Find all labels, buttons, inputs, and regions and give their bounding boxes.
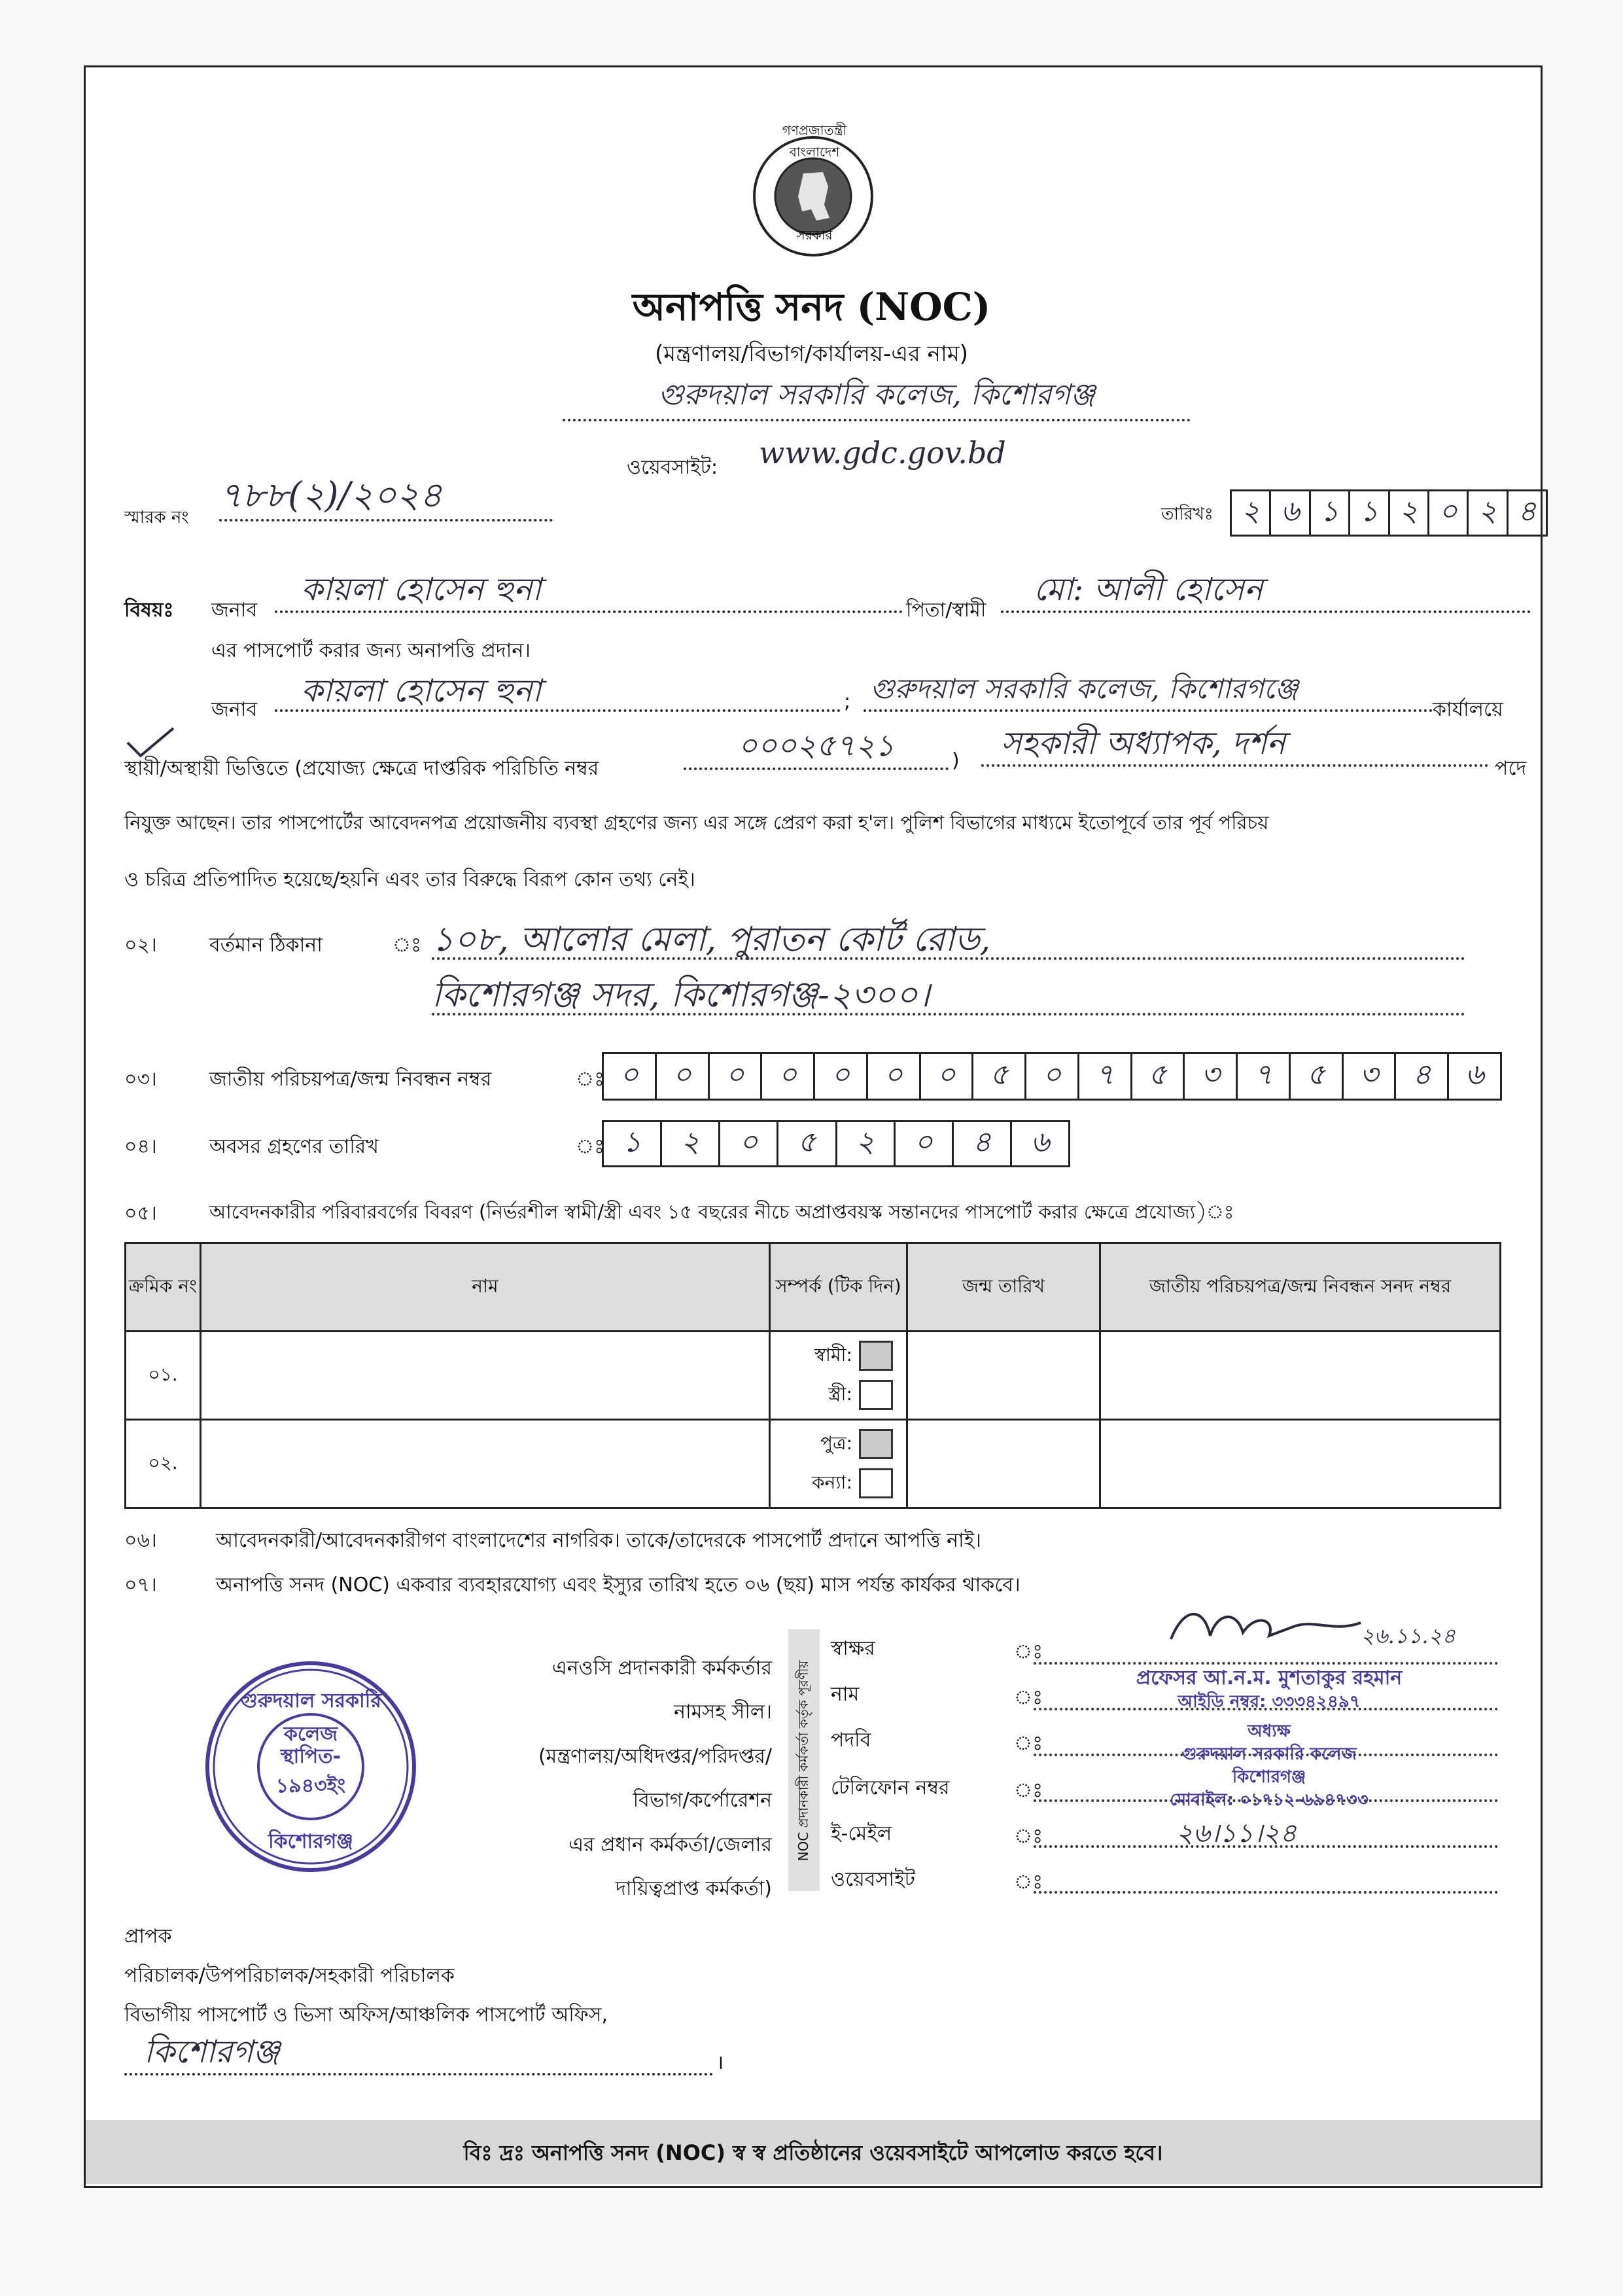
- officer-college: গুরুদয়াল সরকারি কলেজ: [1181, 1744, 1357, 1764]
- body-office: গুরুদয়াল সরকারি কলেজ, কিশোরগঞ্জে: [864, 667, 1433, 712]
- row-name[interactable]: [201, 1420, 770, 1508]
- document-title: অনাপত্তি সনদ (NOC): [632, 285, 991, 329]
- relation-label: স্ত্রী:: [828, 1383, 852, 1405]
- subject-name: কায়লা হোসেন হুনা: [275, 566, 903, 613]
- address-label: বর্তমান ঠিকানা: [209, 934, 323, 957]
- relation-label: পুত্র:: [820, 1432, 852, 1454]
- footer-note: বিঃ দ্রঃ অনাপত্তি সনদ (NOC) স্ব স্ব প্রতিষ্ঠানের ওয়েবসাইটে আপলোড করতে হবে।: [463, 2140, 1163, 2165]
- nid-label: জাতীয় পরিচয়পত্র/জন্ম নিবন্ধন নম্বর: [209, 1068, 492, 1091]
- nid-digit: ৫: [1132, 1054, 1185, 1099]
- field-label: টেলিফোন নম্বর: [831, 1776, 950, 1799]
- field-colon: ঃ: [1014, 1640, 1043, 1663]
- officer-title: অধ্যক্ষ: [1248, 1722, 1291, 1741]
- seal-top-text: গুরুদয়াল সরকারি কলেজ: [240, 1689, 381, 1746]
- nid-digit: ০: [868, 1054, 921, 1099]
- relation-label: স্বামী:: [814, 1343, 852, 1366]
- authority-line: নামসহ সীল।: [674, 1701, 772, 1723]
- row-name[interactable]: [201, 1332, 770, 1420]
- clause7-num: ০৭।: [124, 1574, 157, 1597]
- row-nid[interactable]: [1100, 1332, 1501, 1420]
- seal-bottom-text: কিশোরগঞ্জ: [268, 1830, 353, 1853]
- retirement-digit: ২: [837, 1122, 896, 1165]
- officer-id: আইডি নম্বর: ৩৩৩৪২৪৯৭: [1178, 1692, 1361, 1712]
- relation-option: [771, 1464, 906, 1503]
- body-line4: ও চরিত্র প্রতিপাদিত হয়েছে/হয়নি এবং তার বিরুদ্ধে বিরূপ কোন তথ্য নেই।: [124, 868, 695, 891]
- nid-digit: ০: [710, 1054, 763, 1099]
- family-table-header: [126, 1243, 1501, 1332]
- table-row: [126, 1420, 1501, 1508]
- retirement-num: ০৪।: [124, 1135, 157, 1158]
- table-row: [126, 1332, 1501, 1420]
- nid-digit: ০: [921, 1054, 974, 1099]
- field-label: নাম: [831, 1683, 860, 1706]
- date-digit: ১: [1350, 491, 1389, 535]
- relation-label: কন্যা:: [812, 1471, 852, 1493]
- ministry-caption: (মন্ত্রণালয়/বিভাগ/কার্যালয়-এর নাম): [655, 341, 968, 367]
- nid-num: ০৩।: [124, 1068, 157, 1091]
- field-label: ই-মেইল: [831, 1822, 892, 1845]
- row-serial: ০১.: [126, 1332, 201, 1420]
- relation-option: [771, 1375, 906, 1415]
- retirement-digit: ১: [604, 1122, 662, 1165]
- date-digit: ৬: [1271, 491, 1310, 535]
- nid-digit: ০: [762, 1054, 815, 1099]
- retirement-colon: ঃ: [576, 1135, 605, 1158]
- col-dob: জন্ম তারিখ: [907, 1243, 1100, 1332]
- website-label: ওয়েবসাইট:: [627, 456, 718, 479]
- retirement-digit: ৫: [778, 1122, 837, 1165]
- recipient-line1: পরিচালক/উপপরিচালক/সহকারী পরিচালক: [124, 1964, 455, 1987]
- handwritten-date: ২৬।১১।২৪: [1176, 1818, 1297, 1848]
- website-value: www.gdc.gov.bd: [759, 435, 1006, 470]
- signature-date: ২৬.১১.২৪: [1361, 1623, 1456, 1648]
- retirement-digit: ২: [662, 1122, 720, 1165]
- row-dob[interactable]: [907, 1420, 1100, 1508]
- father-label: পিতা/স্বামী: [906, 599, 986, 622]
- address-line2: কিশোরগঞ্জ সদর, কিশোরগঞ্জ-২৩০০।: [432, 968, 1465, 1016]
- authority-line: এর প্রধান কর্মকর্তা/জেলার: [568, 1833, 772, 1856]
- checkmark-icon: [124, 723, 177, 765]
- field-colon: ঃ: [1014, 1779, 1043, 1802]
- row-serial: ০২.: [126, 1420, 201, 1508]
- recipient-end: ।: [716, 2051, 724, 2074]
- officer-name: প্রফেসর আ.ন.ম. মুশতাকুর রহমান: [1136, 1667, 1403, 1689]
- body-separator: ;: [844, 690, 851, 713]
- date-label: তারিখঃ: [1161, 504, 1213, 524]
- nid-digit: ৬: [1465, 1057, 1484, 1091]
- date-digit: ১: [1311, 491, 1350, 535]
- retirement-digit: ৪: [954, 1122, 1012, 1165]
- designation: সহকারী অধ্যাপক, দর্শন: [981, 720, 1488, 767]
- emblem-top-text: গণপ্রজাতন্ত্রী বাংলাদেশ: [782, 122, 847, 160]
- date-digit: ৪: [1518, 494, 1537, 528]
- subject-label: বিষয়ঃ: [124, 599, 174, 622]
- relation-checkbox[interactable]: [859, 1429, 893, 1459]
- field-colon: ঃ: [1014, 1732, 1043, 1755]
- clause7-text: অনাপত্তি সনদ (NOC) একবার ব্যবহারযোগ্য এবং ইস্যুর তারিখ হতে ০৬ (ছয়) মাস পর্যন্ত কার্যকর থাকবে।: [216, 1574, 1021, 1597]
- official-id-number: ০০০২৫৭২১: [684, 723, 949, 770]
- nid-digit: ৭: [1238, 1054, 1291, 1099]
- vertical-noc-text: NOC প্রদানকারী কর্মকর্তা কর্তৃক পূরণীয়: [795, 1660, 811, 1862]
- field-label: স্বাক্ষর: [831, 1637, 875, 1660]
- address-num: ০২।: [124, 934, 157, 957]
- recipient-label: প্রাপক: [124, 1925, 172, 1948]
- nid-digit: ৪: [1396, 1054, 1449, 1099]
- date-digit: ২: [1390, 491, 1429, 535]
- retirement-digit: ০: [896, 1122, 954, 1165]
- officer-place: কিশোরগঞ্জ: [1232, 1767, 1306, 1787]
- relation-checkbox[interactable]: [859, 1341, 893, 1371]
- field-colon: ঃ: [1014, 1686, 1043, 1709]
- col-nid: জাতীয় পরিচয়পত্র/জন্ম নিবন্ধন সনদ নম্বর: [1100, 1243, 1501, 1332]
- office-suffix: কার্যালয়ে: [1433, 698, 1503, 721]
- nid-digit: ০: [815, 1054, 868, 1099]
- institution-name: গুরুদয়াল সরকারি কলেজ, কিশোরগঞ্জ: [563, 373, 1191, 421]
- row-nid[interactable]: [1100, 1420, 1501, 1508]
- authority-line: (মন্ত্রণালয়/অধিদপ্তর/পরিদপ্তর/: [538, 1745, 772, 1768]
- clause6-text: আবেদনকারী/আবেদনকারীগণ বাংলাদেশের নাগরিক। তাকে/তাদেরকে পাসপোর্ট প্রদানে আপত্তি নাই।: [216, 1529, 982, 1552]
- field-label: পদবি: [831, 1729, 871, 1752]
- nid-digit: ৩: [1344, 1054, 1397, 1099]
- body-line2-prefix: স্থায়ী/অস্থায়ী ভিত্তিতে (প্রযোজ্য ক্ষেত্রে দাপ্তরিক পরিচিতি নম্বর: [124, 757, 599, 780]
- relation-checkbox[interactable]: [859, 1380, 893, 1410]
- subject-purpose: এর পাসপোর্ট করার জন্য অনাপত্তি প্রদান।: [211, 639, 531, 662]
- field-colon: ঃ: [1014, 1825, 1043, 1848]
- body-line3: নিযুক্ত আছেন। তার পাসপোর্টের আবেদনপত্র প্রয়োজনীয় ব্যবস্থা গ্রহণের জন্য এর সঙ্গে প্রেরণ করা হ'ল। পুলিশ বিভাগের মাধ্যমে ইতোপূর্বে তার পূর্ব পরিচয়: [124, 811, 1269, 834]
- body-name: কায়লা হোসেন হুনা: [275, 667, 841, 712]
- officer-mobile: মোবাইল: ০১৭১২-৬৯৪৭৩৩: [1170, 1790, 1369, 1810]
- memo-label: স্মারক নং: [124, 508, 189, 527]
- seal-center-2: ১৯৪৩ইং: [275, 1775, 346, 1797]
- website-line: [1034, 1878, 1498, 1894]
- family-label: আবেদনকারীর পরিবারবর্গের বিবরণ (নির্ভরশীল স্বামী/স্ত্রী এবং ১৫ বছরের নীচে অপ্রাপ্তবয়স্ক সন্তানদের পাসপোর্ট করার ক্ষেত্রে প্রযোজ্য)ঃ: [209, 1201, 1234, 1223]
- nid-digit: ০: [657, 1054, 710, 1099]
- id-close: ): [952, 749, 960, 772]
- retirement-date-boxes: [602, 1120, 1070, 1167]
- nid-digit: ৫: [1291, 1054, 1344, 1099]
- recipient-place: কিশোরগঞ্জ: [124, 2028, 713, 2075]
- subject-janab-label: জনাব: [211, 599, 258, 622]
- nid-boxes: [602, 1052, 1502, 1101]
- relation-option: [771, 1336, 906, 1375]
- clause6-num: ০৬।: [124, 1529, 157, 1552]
- field-label: ওয়েবসাইট: [831, 1868, 915, 1891]
- father-name: মো: আলী হোসেন: [1001, 566, 1531, 613]
- authority-line: বিভাগ/কর্পোরেশন: [633, 1789, 772, 1812]
- emblem-bottom-text: সরকার: [796, 227, 833, 243]
- row-dob[interactable]: [907, 1332, 1100, 1420]
- relation-checkbox[interactable]: [859, 1468, 893, 1498]
- retirement-digit: ৬: [1030, 1125, 1050, 1159]
- nid-colon: ঃ: [576, 1068, 605, 1091]
- family-table: [124, 1242, 1501, 1509]
- address-line1: ১০৮, আলোর মেলা, পুরাতন কোর্ট রোড,: [432, 913, 1465, 960]
- seal-center-1: স্থাপিত-: [280, 1745, 341, 1768]
- authority-line: এনওসি প্রদানকারী কর্মকর্তার: [551, 1657, 772, 1680]
- family-num: ০৫।: [124, 1202, 157, 1225]
- body-janab-label: জনাব: [211, 698, 258, 721]
- col-name: নাম: [201, 1243, 770, 1332]
- field-colon: ঃ: [1014, 1871, 1043, 1894]
- row-relation: [770, 1332, 907, 1420]
- col-serial: ক্রমিক নং: [126, 1243, 201, 1332]
- col-relation: সম্পর্ক (টিক দিন): [770, 1243, 907, 1332]
- relation-option: [771, 1424, 906, 1464]
- issue-date-boxes: [1230, 489, 1548, 537]
- recipient-line2: বিভাগীয় পাসপোর্ট ও ভিসা অফিস/আঞ্চলিক পাসপোর্ট অফিস,: [124, 2004, 608, 2026]
- nid-digit: ০: [604, 1054, 657, 1099]
- designation-suffix: পদে: [1495, 757, 1527, 780]
- retirement-label: অবসর গ্রহণের তারিখ: [209, 1135, 379, 1158]
- nid-digit: ৭: [1079, 1054, 1132, 1099]
- date-digit: ২: [1469, 491, 1508, 535]
- memo-number: ৭৮৮(২)/২০২৪: [219, 468, 553, 521]
- address-colon: ঃ: [393, 934, 422, 957]
- nid-digit: ০: [1026, 1054, 1079, 1099]
- row-relation: [770, 1420, 907, 1508]
- nid-digit: ৩: [1185, 1054, 1238, 1099]
- authority-line: দায়িত্বপ্রাপ্ত কর্মকর্তা): [616, 1877, 772, 1900]
- retirement-digit: ০: [720, 1122, 778, 1165]
- date-digit: ২: [1232, 491, 1271, 535]
- nid-digit: ৫: [973, 1054, 1026, 1099]
- date-digit: ০: [1429, 491, 1469, 535]
